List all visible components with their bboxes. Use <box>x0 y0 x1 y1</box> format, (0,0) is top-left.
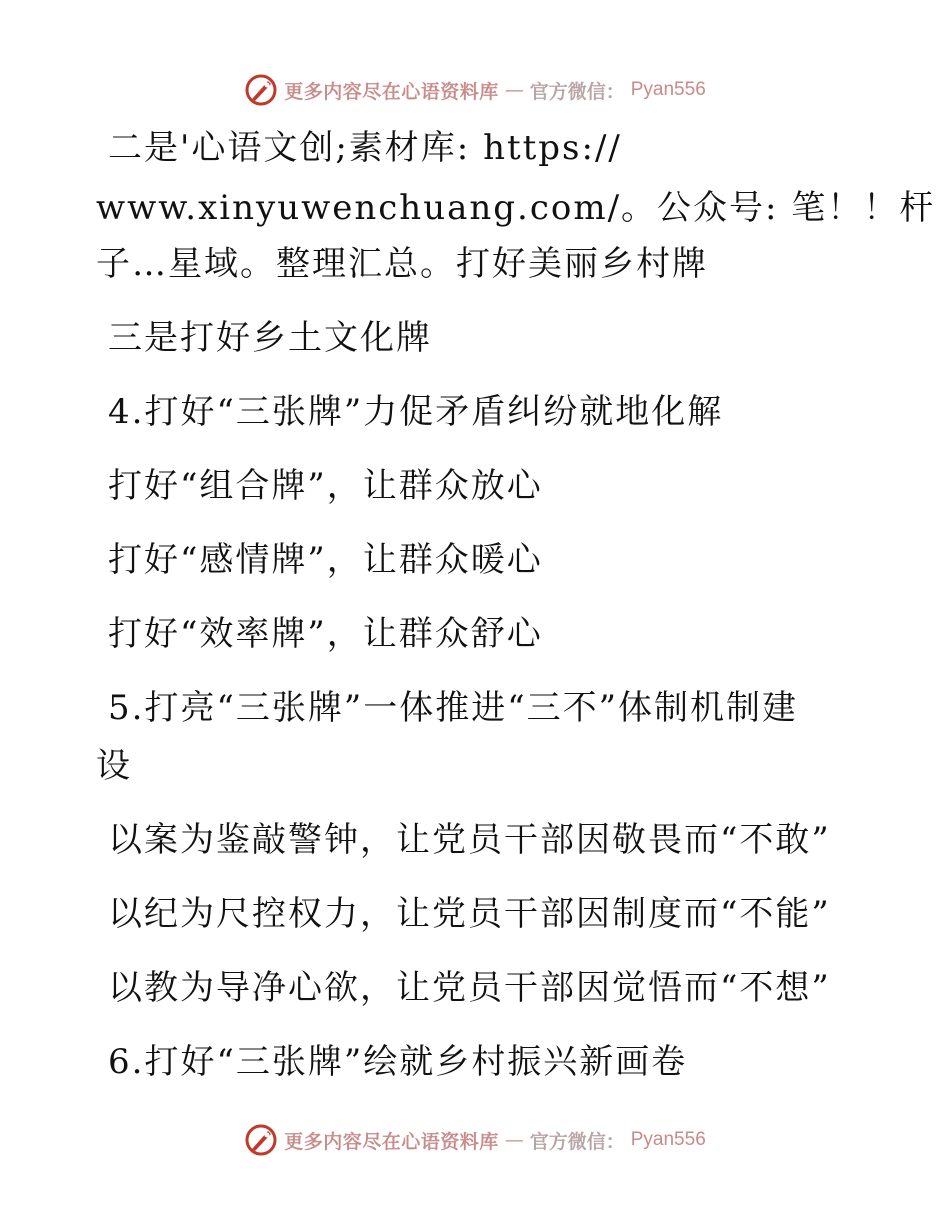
body-line: 以案为鉴敲警钟，让党员干部因敬畏而“不敢” <box>108 820 831 860</box>
header-banner <box>0 68 950 112</box>
header-banner-inner <box>244 73 706 107</box>
footer-banner-inner <box>244 1123 706 1157</box>
header-banner-dash: — <box>504 79 524 101</box>
body-line: 设 <box>96 746 132 786</box>
footer-banner-wechat-id: Pyan556 <box>630 1129 706 1150</box>
header-banner-wechat-id: Pyan556 <box>630 79 706 100</box>
body-line: 三是打好乡土文化牌 <box>108 318 432 358</box>
footer-banner-dash: — <box>504 1129 524 1151</box>
body-line: 打好“效率牌”，让群众舒心 <box>108 614 543 654</box>
body-line: 4.打好“三张牌”力促矛盾纠纷就地化解 <box>108 392 724 432</box>
body-line: 二是'心语文创;素材库: https:// <box>108 128 622 168</box>
body-line: 打好“组合牌”，让群众放心 <box>108 466 543 506</box>
body-line: 5.打亮“三张牌”一体推进“三不”体制机制建 <box>108 688 798 728</box>
pen-logo-icon <box>244 73 278 107</box>
body-line: 以教为导净心欲，让党员干部因觉悟而“不想” <box>108 968 831 1008</box>
body-line: 6.打好“三张牌”绘就乡村振兴新画卷 <box>108 1042 688 1082</box>
body-line: 打好“感情牌”，让群众暖心 <box>108 540 543 580</box>
body-line: www.xinyuwenchuang.com/。公众号: 笔！！杆 <box>96 188 936 228</box>
body-line: 子…星域。整理汇总。打好美丽乡村牌 <box>96 244 708 284</box>
body-line: 以纪为尺控权力，让党员干部因制度而“不能” <box>108 894 831 934</box>
footer-banner-label: 官方微信： <box>529 1130 625 1153</box>
header-banner-label: 官方微信： <box>529 80 625 103</box>
footer-banner-text: 更多内容尽在心语资料库 <box>284 1130 499 1153</box>
header-banner-text: 更多内容尽在心语资料库 <box>284 80 499 103</box>
footer-banner <box>0 1118 950 1162</box>
pen-logo-icon <box>244 1123 278 1157</box>
